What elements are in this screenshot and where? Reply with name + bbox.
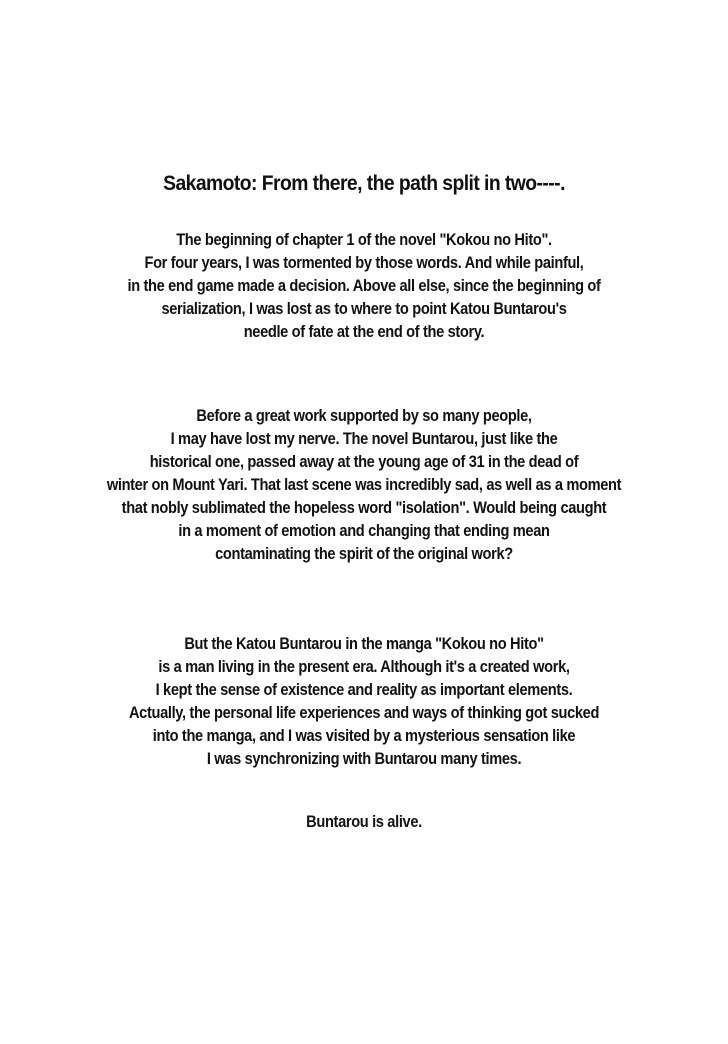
paragraph-3 [0, 632, 728, 770]
text-line: is a man living in the present era. Although it's a created work, [158, 657, 570, 676]
text-line: in a moment of emotion and changing that ending mean [178, 521, 550, 540]
text-line: in the end game made a decision. Above all else, since the beginning of [127, 276, 601, 295]
text-line: into the manga, and I was visited by a mysterious sensation like [152, 726, 576, 745]
text-line: I was synchronizing with Buntarou many times. [206, 749, 522, 768]
page-heading: Sakamoto: From there, the path split in two----. [163, 172, 565, 195]
text-line: historical one, passed away at the young age of 31 in the dead of [149, 452, 579, 471]
closing-line [0, 810, 728, 833]
text-line: For four years, I was tormented by those words. And while painful, [144, 253, 584, 272]
text-line: that nobly sublimated the hopeless word "isolation". Would being caught [121, 498, 607, 517]
text-line: I may have lost my nerve. The novel Buntarou, just like the [170, 429, 558, 448]
text-line: Before a great work supported by so many people, [196, 406, 532, 425]
paragraph-1 [0, 228, 728, 343]
paragraph-2 [0, 404, 728, 565]
text-line: winter on Mount Yari. That last scene was incredibly sad, as well as a moment [106, 475, 622, 494]
text-line: contaminating the spirit of the original work? [215, 544, 513, 563]
text-line: Buntarou is alive. [306, 812, 422, 831]
text-line: I kept the sense of existence and reality as important elements. [155, 680, 573, 699]
text-line: The beginning of chapter 1 of the novel "Kokou no Hito". [176, 230, 552, 249]
text-line: needle of fate at the end of the story. [243, 322, 485, 341]
text-line: Actually, the personal life experiences and ways of thinking got sucked [128, 703, 600, 722]
text-line: serialization, I was lost as to where to point Katou Buntarou's [161, 299, 567, 318]
text-line: But the Katou Buntarou in the manga "Kokou no Hito" [184, 634, 544, 653]
